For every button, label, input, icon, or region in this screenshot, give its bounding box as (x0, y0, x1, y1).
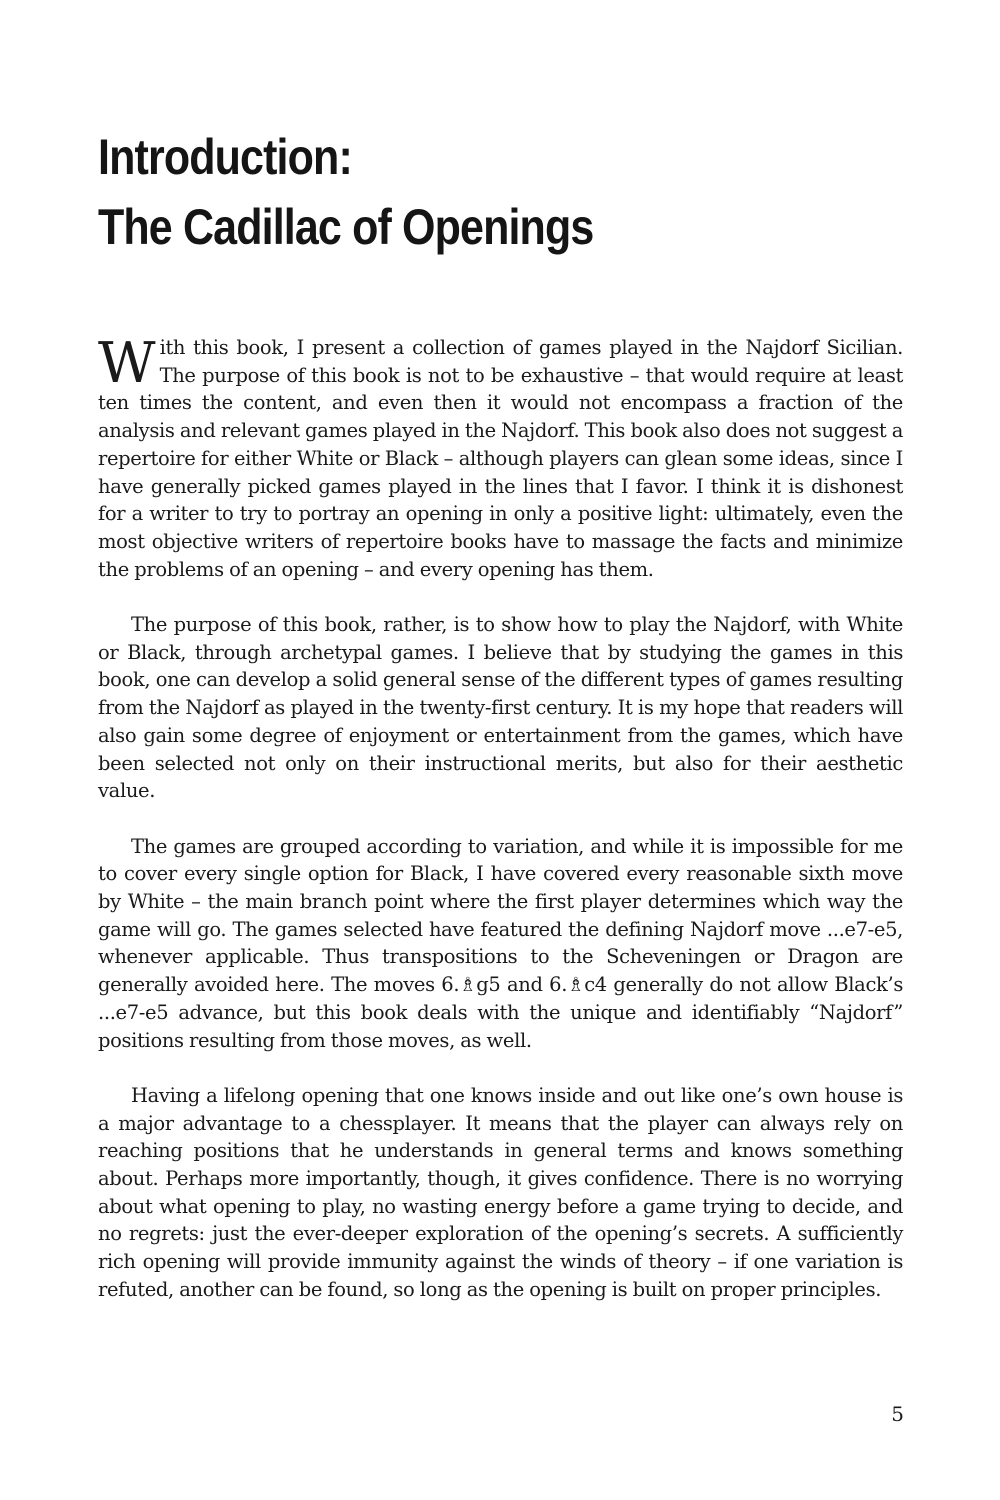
paragraph-3: The games are grouped according to variation, and while it is impossible for me to cover every single option for Black, I have covered every reasonable sixth move by White – the main branch point where the first player determines which way the game will go. The games selected have featured the defining Najdorf move ...e7-e5, whenever applicable. Thus transpositions to the Scheveningen or Dragon are generally avoided here. The moves 6.♗g5 and 6.♗c4 generally do not allow Black’s ...e7-e5 advance, but this book deals with the unique and identifiably “Najdorf” positions resulting from those moves, as well. (98, 834, 903, 1052)
chapter-title-line-2: The Cadillac of Openings (98, 199, 594, 255)
paragraph-2: The purpose of this book, rather, is to show how to play the Najdorf, with White or Black, through archetypal games. I believe that by studying the games in this book, one can develop a solid general sense of the different types of games resulting from the Najdorf as played in the twenty-first century. It is my hope that readers will also gain some degree of enjoyment or entertainment from the games, which have been selected not only on their instructional merits, but also for their aesthetic value. (98, 613, 903, 803)
paragraph-1 (98, 331, 903, 583)
chapter-title-line-1: Introduction: (98, 129, 352, 185)
paragraph-1-text: ith this book, I present a collection of games played in the Najdorf Sicilian. The purpose of this book is not to be exhaustive – that would require at least ten times the content, and even then it would not encompass a fraction of the analysis and relevant games played in the Najdorf. This book also does not suggest a repertoire for either White or Black – although players can glean some ideas, since I have generally picked games played in the lines that I favor. I think it is dishonest for a writer to try to portray an opening in only a positive light: ultimately, even the most objective writers of repertoire books have to massage the facts and minimize the problems of an opening – and every opening has them. (98, 336, 903, 581)
drop-cap-letter: W (98, 331, 156, 396)
chapter-body (98, 331, 903, 1331)
page-number: 5 (891, 1402, 904, 1426)
chapter-title (98, 122, 593, 262)
paragraph-4: Having a lifelong opening that one knows inside and out like one’s own house is a major advantage to a chessplayer. It means that the player can always rely on reaching positions that he understands in general terms and knows something about. Perhaps more importantly, though, it gives confidence. There is no worrying about what opening to play, no wasting energy before a game trying to decide, and no regrets: just the ever-deeper exploration of the opening’s secrets. A sufficiently rich opening will provide immunity against the winds of theory – if one variation is refuted, another can be found, so long as the opening is built on proper principles. (98, 1083, 903, 1301)
